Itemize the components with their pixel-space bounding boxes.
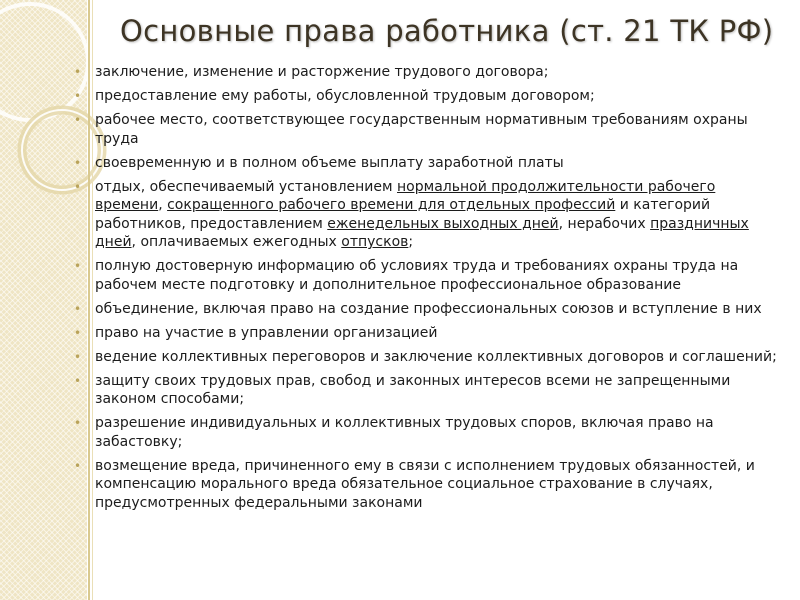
list-item-text: рабочее место, соответствующее государственным нормативным требованиям охраны труда bbox=[95, 112, 748, 147]
list-item bbox=[74, 414, 785, 451]
list-item-text: предоставление ему работы, обусловленной трудовым договором; bbox=[95, 88, 595, 104]
slide-title: Основные права работника (ст. 21 ТК РФ) bbox=[120, 14, 774, 48]
bullet-icon: • bbox=[74, 349, 82, 364]
underlined-term: еженедельных выходных дней bbox=[327, 215, 559, 232]
list-item bbox=[74, 87, 785, 106]
list-item bbox=[74, 111, 785, 148]
bullet-icon: • bbox=[74, 113, 82, 127]
bullet-icon: • bbox=[74, 325, 82, 340]
list-item-text: своевременную и в полном объеме выплату заработной платы bbox=[95, 154, 564, 171]
bullet-icon: • bbox=[74, 458, 82, 473]
decorative-circles bbox=[0, 0, 110, 260]
underlined-term: праздничных дней bbox=[95, 215, 749, 250]
rights-list bbox=[74, 63, 785, 518]
list-item-text: , bbox=[158, 197, 168, 213]
list-item bbox=[74, 300, 785, 319]
bullet-icon: • bbox=[74, 65, 82, 79]
list-item-text: разрешение индивидуальных и коллективных трудовых споров, включая право на забастовку; bbox=[95, 415, 714, 450]
list-item bbox=[74, 63, 785, 82]
bullet-icon: • bbox=[74, 416, 82, 430]
divider-line-thin bbox=[92, 0, 93, 600]
underlined-term: сокращенного рабочего времени для отдельных профессий bbox=[167, 197, 616, 213]
bullet-icon: • bbox=[74, 89, 82, 103]
list-item bbox=[74, 457, 785, 513]
list-item-text: возмещение вреда, причиненного ему в связи с исполнением трудовых обязанностей, и компенсацию морального вреда обязательное социальное страхование в случаях, предусмотренных федеральными законами bbox=[95, 457, 755, 511]
list-item bbox=[74, 178, 785, 252]
list-item-text: ; bbox=[408, 234, 414, 250]
list-item bbox=[74, 324, 785, 343]
underlined-term: нормальной продолжительности рабочего времени bbox=[95, 178, 716, 213]
list-item-text: объединение, включая право на создание профессиональных союзов и вступление в них bbox=[95, 300, 762, 317]
list-item-text: защиту своих трудовых прав, свобод и законных интересов всеми не запрещенными законом способами; bbox=[95, 372, 731, 407]
list-item-text: заключение, изменение и расторжение трудового договора; bbox=[95, 64, 549, 80]
divider-line bbox=[88, 0, 90, 600]
list-item-text: , нерабочих bbox=[558, 215, 651, 232]
list-item bbox=[74, 372, 785, 409]
list-item-text: , оплачиваемых ежегодных bbox=[131, 234, 342, 250]
list-item-text: отдых, обеспечиваемый установлением bbox=[95, 178, 398, 195]
list-item bbox=[74, 257, 785, 294]
bullet-icon: • bbox=[74, 373, 82, 388]
list-item-text: полную достоверную информацию об условиях труда и требованиях охраны труда на рабочем месте подготовку и дополнительное профессиональное образование bbox=[95, 258, 739, 293]
list-item bbox=[74, 154, 785, 173]
bullet-icon: • bbox=[74, 179, 82, 194]
list-item-text: ведение коллективных переговоров и заключение коллективных договоров и соглашений; bbox=[95, 348, 777, 365]
list-item-text: право на участие в управлении организацией bbox=[95, 324, 438, 341]
bullet-icon: • bbox=[74, 301, 82, 316]
bullet-icon: • bbox=[74, 155, 82, 170]
bullet-icon: • bbox=[74, 259, 82, 273]
list-item bbox=[74, 348, 785, 367]
list-item-text: и категорий работников, предоставлением bbox=[95, 197, 711, 232]
underlined-term: отпусков bbox=[341, 234, 409, 250]
